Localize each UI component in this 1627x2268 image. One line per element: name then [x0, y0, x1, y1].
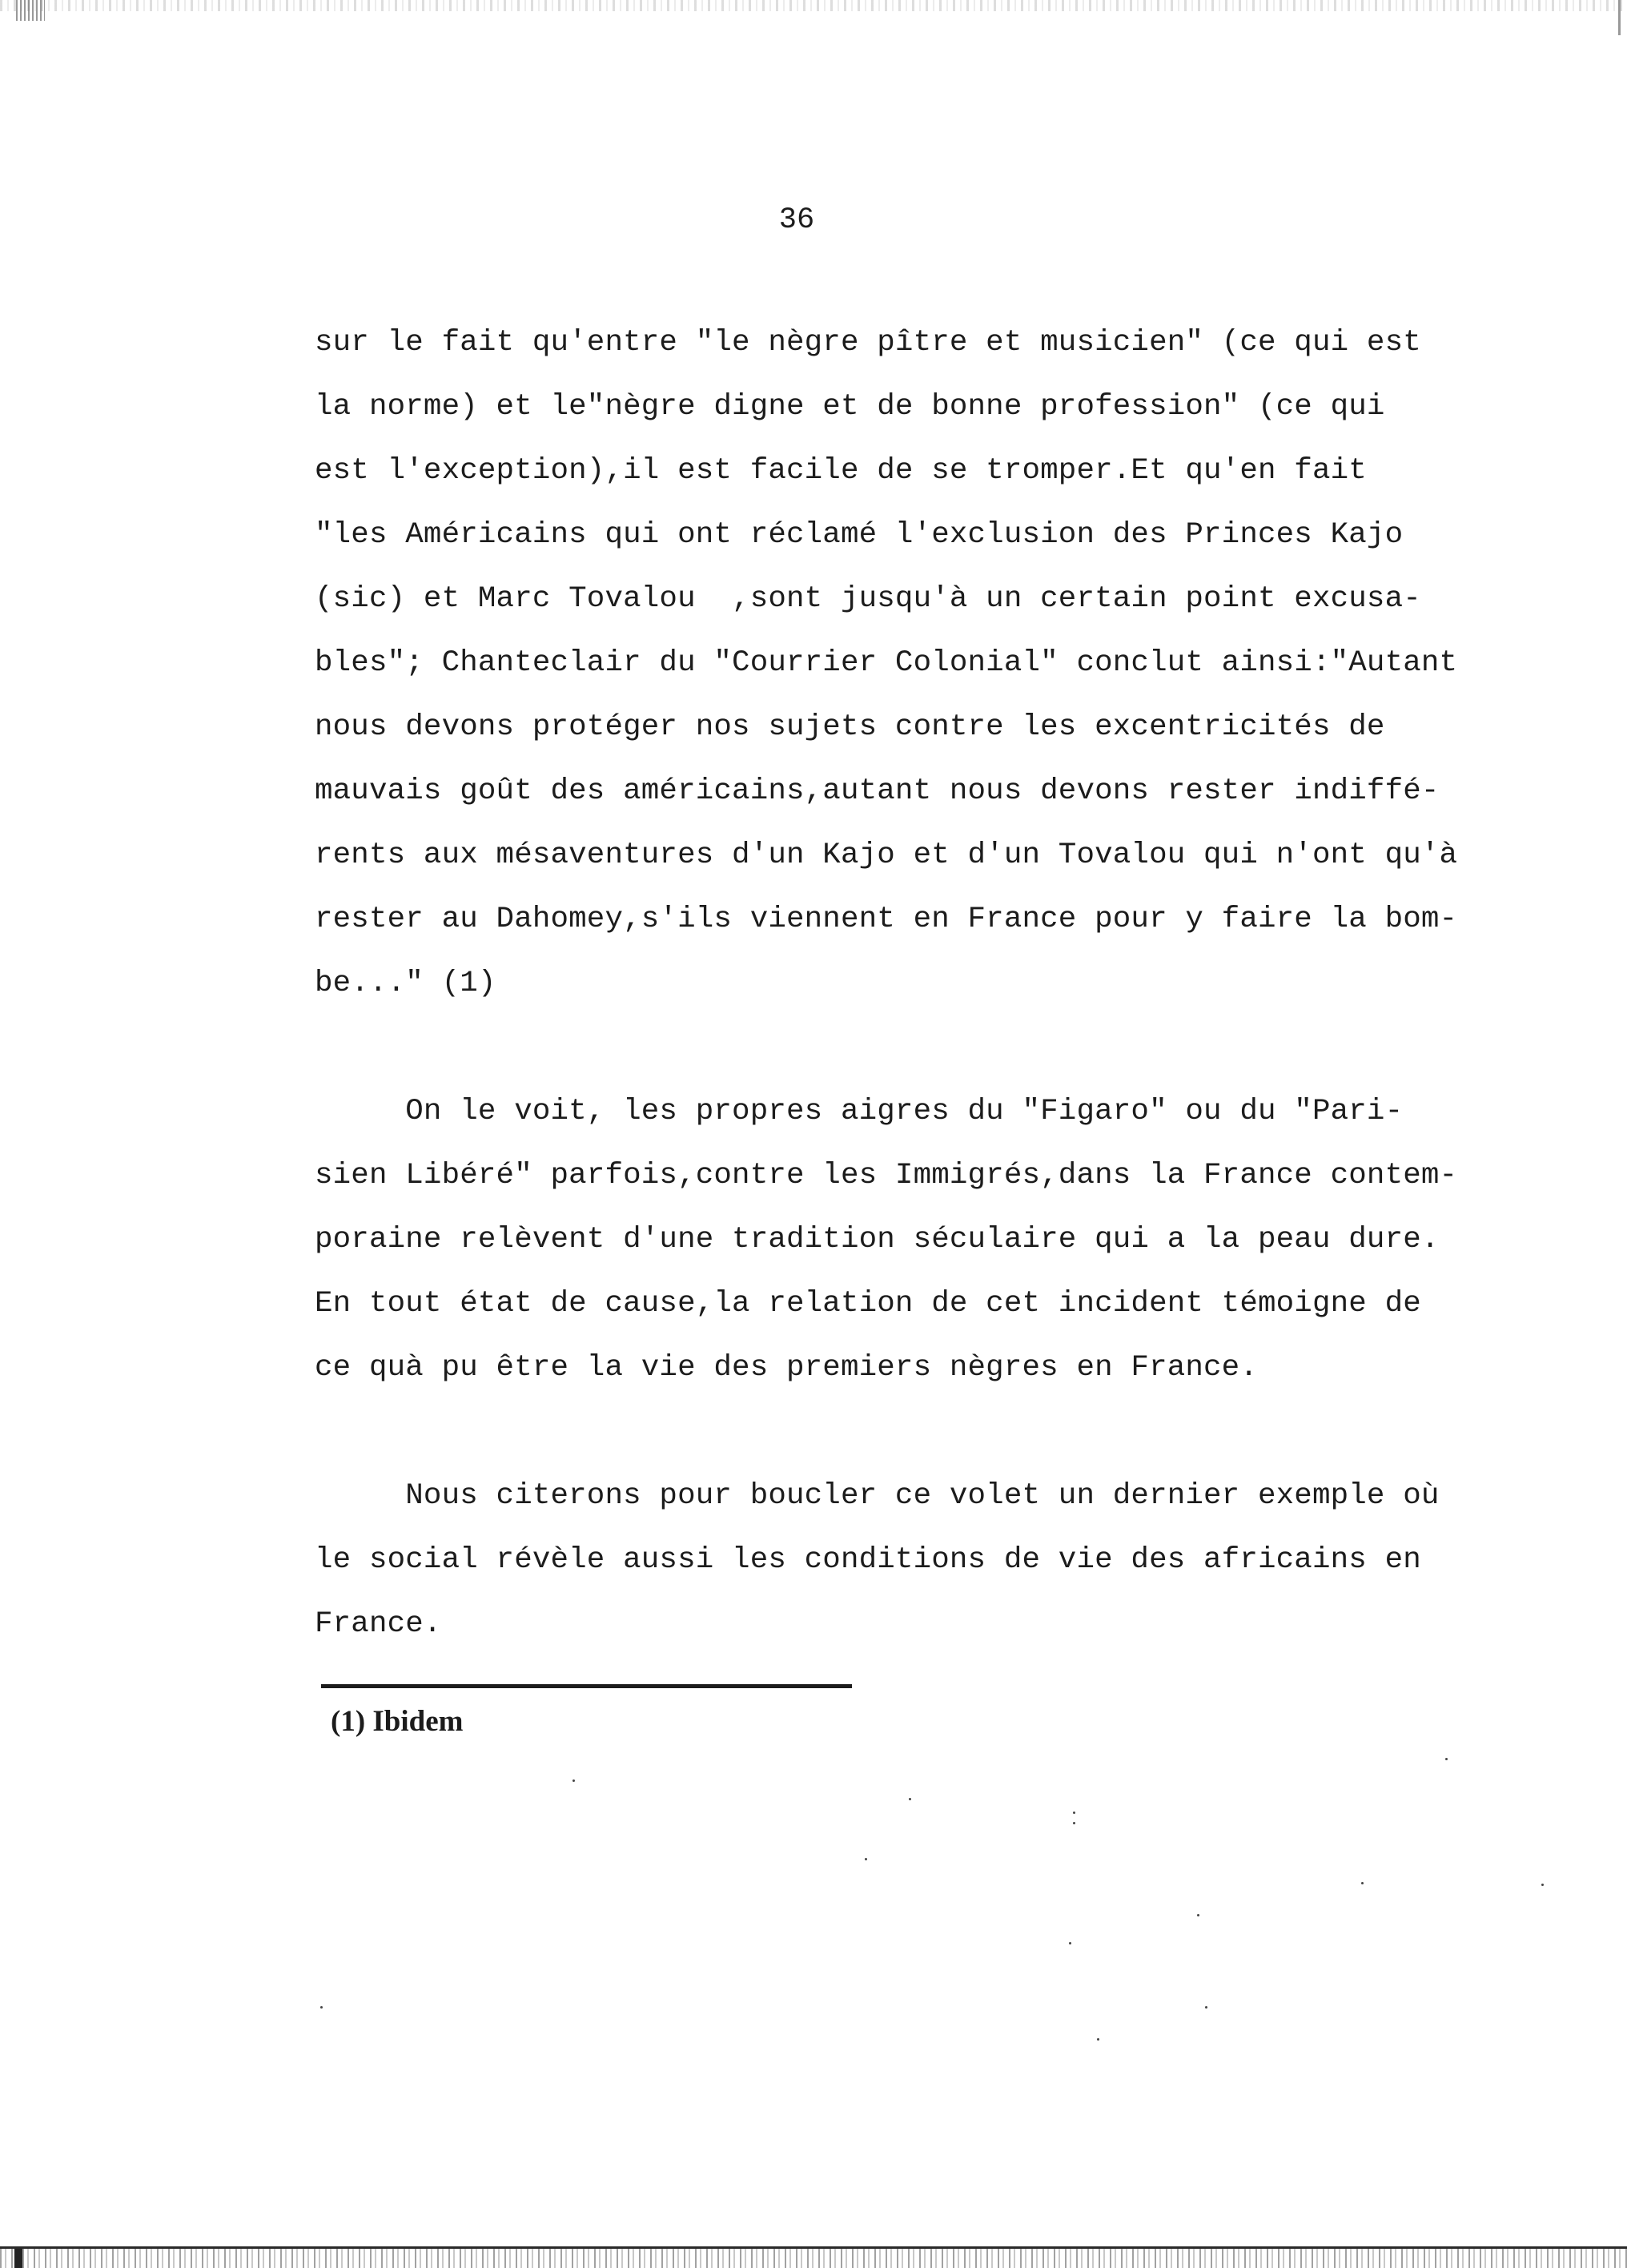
scan-speck [320, 2006, 323, 2009]
scan-speck [1361, 1882, 1364, 1884]
text-line: la norme) et le"nègre digne et de bonne profession" (ce qui [315, 390, 1385, 424]
text-line: (sic) et Marc Tovalou ,sont jusqu'à un certain point excusa- [315, 582, 1421, 616]
scan-speck [1097, 2038, 1099, 2041]
text-line: est l'exception),il est facile de se tromper.Et qu'en fait [315, 454, 1367, 488]
text-line: En tout état de cause,la relation de cet incident témoigne de [315, 1287, 1421, 1321]
scan-speck [572, 1779, 575, 1782]
text-line: rents aux mésaventures d'un Kajo et d'un Tovalou qui n'ont qu'à [315, 838, 1458, 872]
text-line: ce quà pu être la vie des premiers nègres en France. [315, 1351, 1258, 1385]
text-line: sien Libéré" parfois,contre les Immigrés,dans la France contem- [315, 1159, 1458, 1192]
scan-speck [1445, 1758, 1448, 1760]
text-line: bles"; Chanteclair du "Courrier Colonial" conclut ainsi:"Autant [315, 646, 1458, 680]
text-line: Nous citerons pour boucler ce volet un dernier exemple où [315, 1479, 1440, 1513]
scan-top-edge [0, 0, 1627, 11]
footnote: (1) Ibidem [331, 1705, 464, 1738]
scan-speck [865, 1858, 867, 1860]
text-line: sur le fait qu'entre "le nègre pître et musicien" (ce qui est [315, 326, 1421, 360]
text-line: nous devons protéger nos sujets contre les excentricités de [315, 710, 1385, 744]
text-line: On le voit, les propres aigres du "Figaro" ou du "Pari- [315, 1095, 1404, 1128]
page-number: 36 [778, 203, 815, 237]
text-line: France. [315, 1607, 442, 1641]
scan-speck [1073, 1812, 1075, 1814]
scan-speck [1197, 1914, 1199, 1916]
scan-speck [909, 1798, 911, 1800]
scan-left-bar [14, 2249, 22, 2268]
footnote-separator [321, 1684, 852, 1688]
text-line: le social révèle aussi les conditions de vie des africains en [315, 1543, 1421, 1577]
scan-bottom-edge [0, 2249, 1627, 2268]
text-line: be..." (1) [315, 967, 496, 1000]
text-line: rester au Dahomey,s'ils viennent en France pour y faire la bom- [315, 903, 1458, 936]
scan-right-edge [1618, 0, 1621, 35]
scan-speck [1073, 1822, 1075, 1824]
scan-speck [1541, 1884, 1544, 1886]
text-line: poraine relèvent d'une tradition séculaire qui a la peau dure. [315, 1223, 1440, 1257]
text-line: mauvais goût des américains,autant nous devons rester indiffé- [315, 774, 1440, 808]
text-line: "les Américains qui ont réclamé l'exclusion des Princes Kajo [315, 518, 1404, 552]
scan-speck [1069, 1942, 1071, 1944]
scan-speck [1205, 2006, 1207, 2009]
scan-corner-mark [16, 0, 45, 21]
